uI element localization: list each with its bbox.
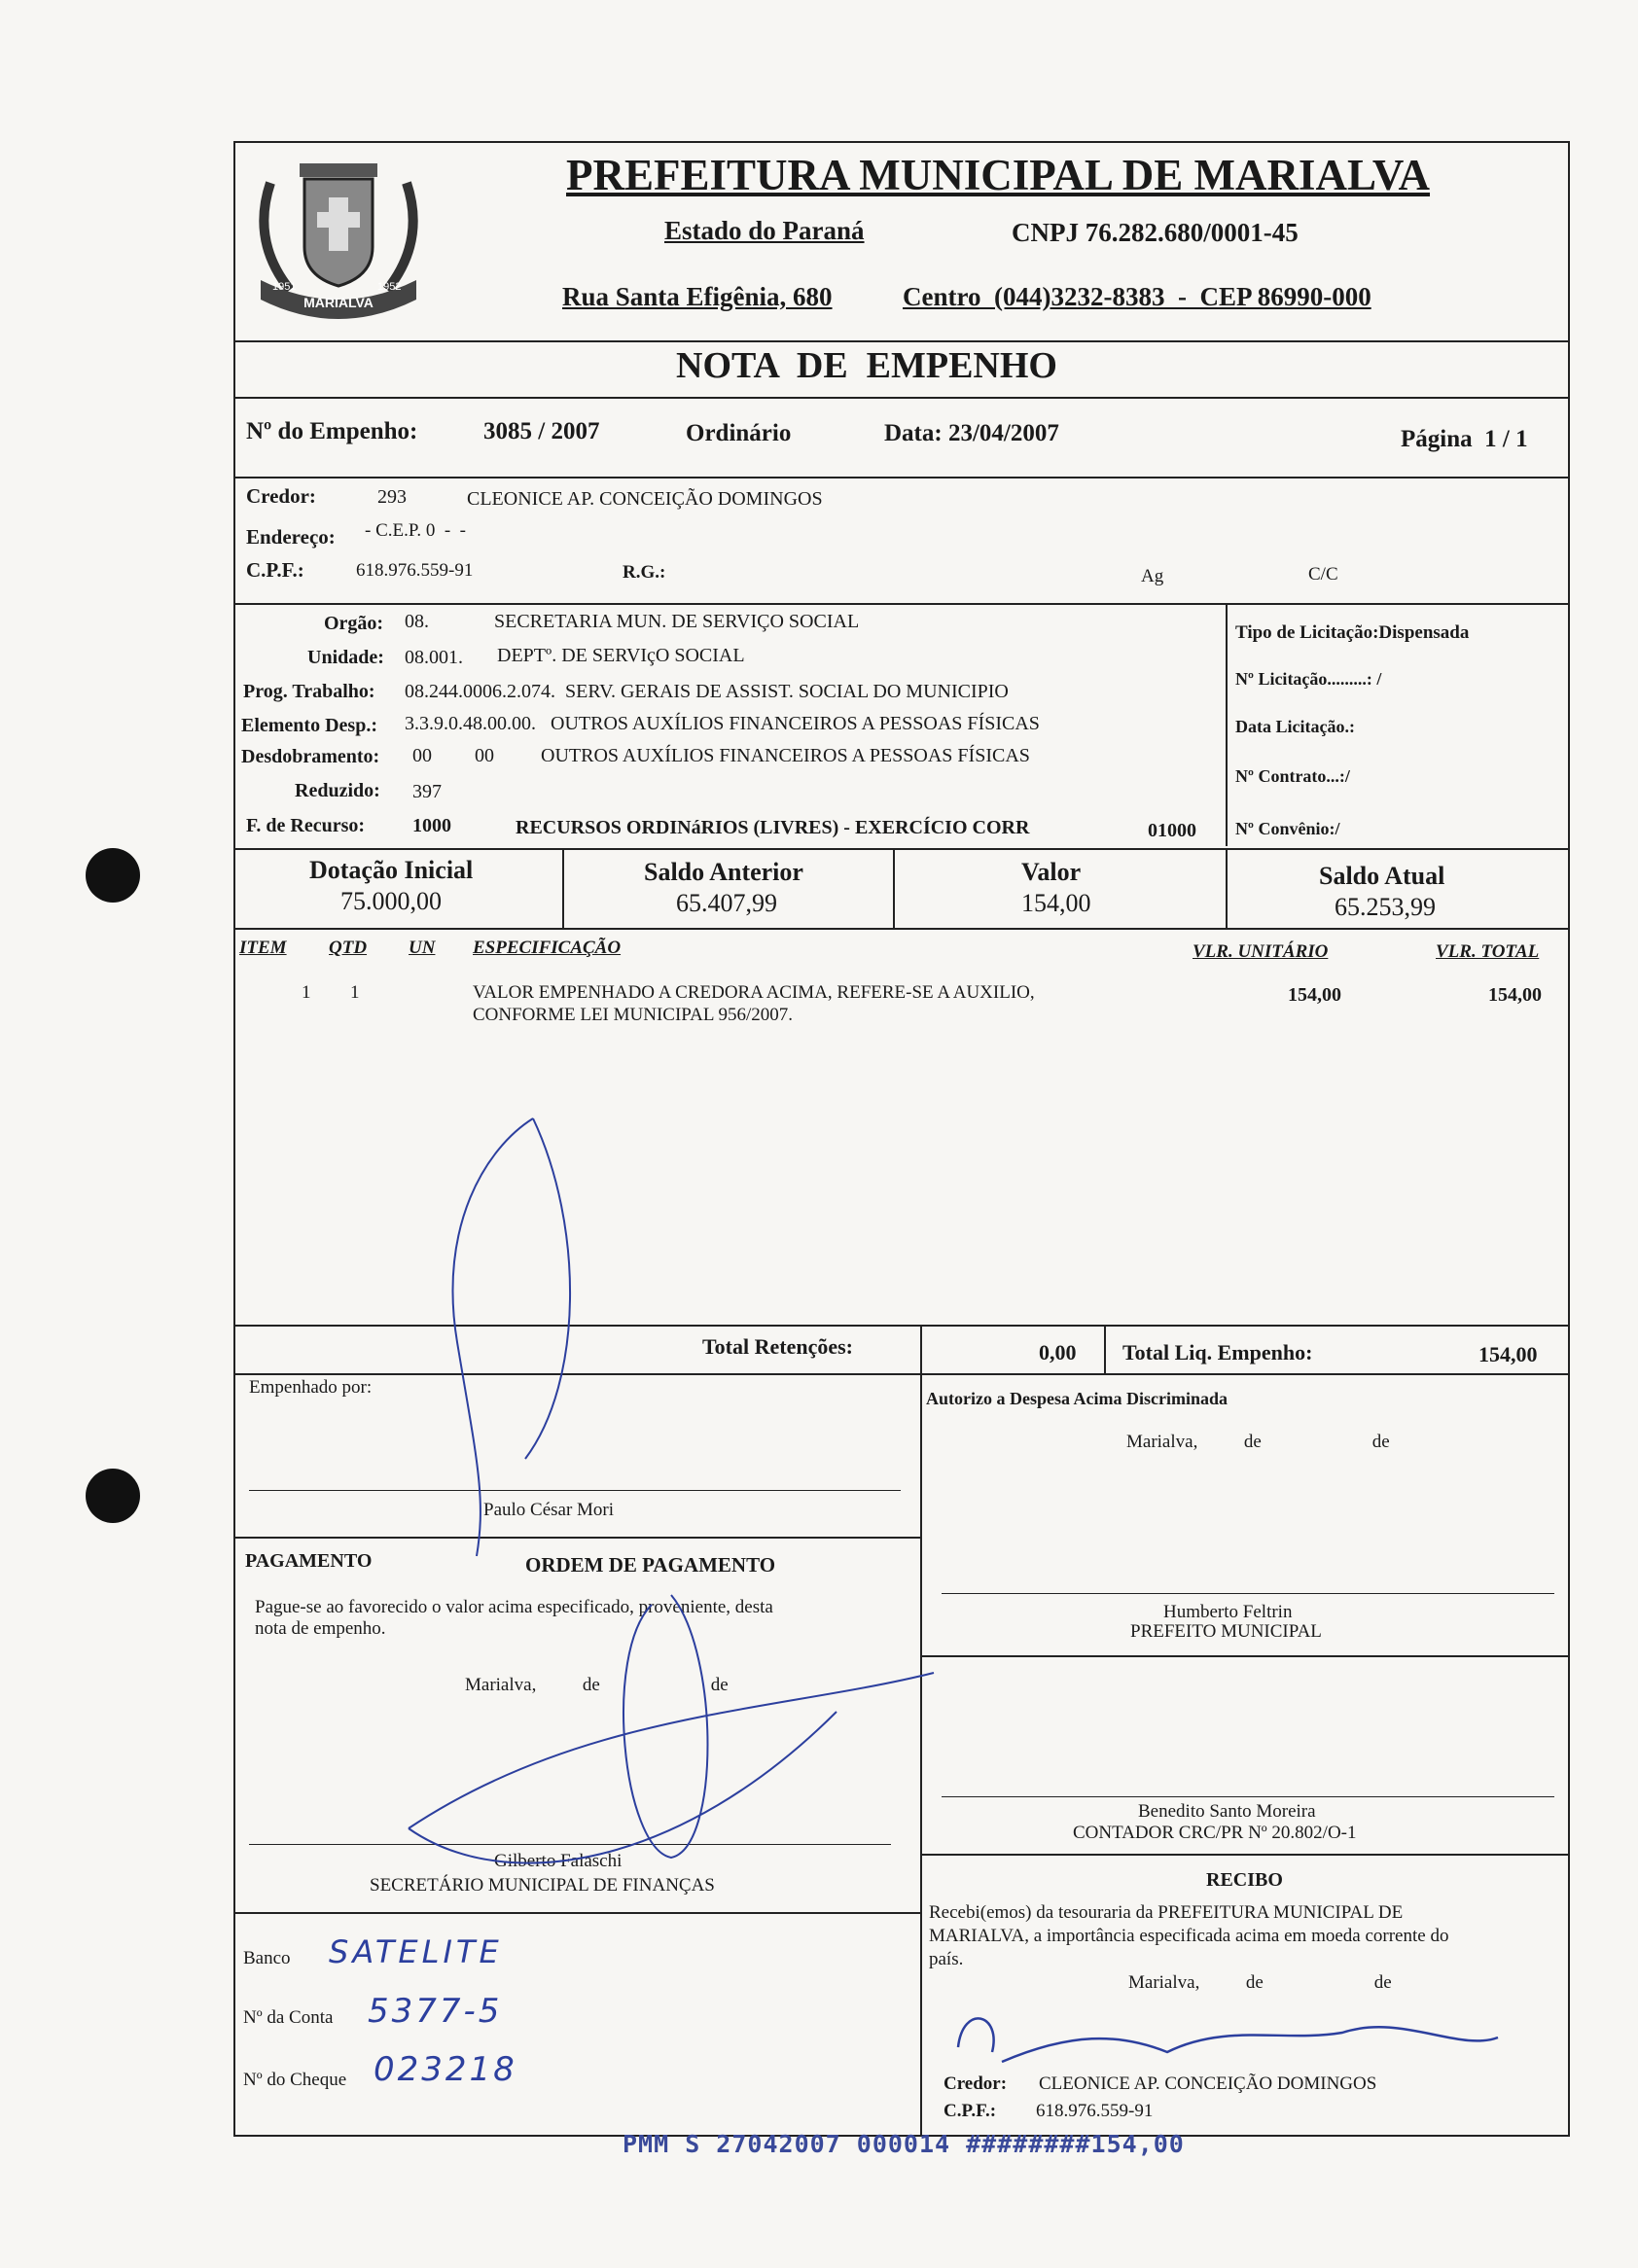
row-qtd: 1 <box>350 982 360 1003</box>
licitacao-data: Data Licitação.: <box>1235 717 1355 736</box>
banco-label: Banco <box>243 1948 291 1968</box>
empenho-type: Ordinário <box>686 420 792 446</box>
credor-label: Credor: <box>246 484 316 508</box>
cnpj-label: CNPJ 76.282.680/0001-45 <box>1012 218 1299 247</box>
col-vlr-unit: VLR. UNITÁRIO <box>1193 941 1329 962</box>
rg-label: R.G.: <box>623 562 666 583</box>
page-number: Página 1 / 1 <box>1401 426 1528 452</box>
row-unit: 154,00 <box>1288 984 1341 1006</box>
bank-stamp: PMM S 27042007 000014 ########154,00 <box>623 2130 1185 2158</box>
orgao-code: 08. <box>405 611 429 632</box>
retencoes-label: Total Retenções: <box>702 1334 853 1359</box>
pague-text-1: Pague-se ao favorecido o valor acima especificado, proveniente, desta <box>255 1597 773 1617</box>
recibo-place: Marialva, de de <box>1128 1972 1392 1993</box>
desdob-value: OUTROS AUXÍLIOS FINANCEIROS A PESSOAS FÍSICAS <box>541 745 1030 766</box>
page-title: PREFEITURA MUNICIPAL DE MARIALVA <box>566 151 1431 199</box>
col-qtd: QTD <box>329 938 368 958</box>
recurso-label: F. de Recurso: <box>246 815 366 836</box>
retencoes-value: 0,00 <box>1039 1340 1077 1364</box>
contact-label: Centro (044)3232-8383 - CEP 86990-000 <box>903 282 1371 311</box>
desdob-label: Desdobramento: <box>241 746 380 767</box>
dotacao-value: 75.000,00 <box>340 887 442 915</box>
recibo-text-2: MARIALVA, a importância especificada acima em moeda corrente do <box>929 1926 1449 1946</box>
prog-value: 08.244.0006.2.074. SERV. GERAIS DE ASSIST. SOCIAL DO MUNICIPIO <box>405 681 1009 702</box>
licitacao-tipo-text: Tipo de Licitação:Dispensada <box>1235 622 1470 643</box>
recibo-credor-label: Credor: <box>944 2073 1008 2094</box>
saldo-atual-label: Saldo Atual <box>1319 862 1445 890</box>
state-label: Estado do Paraná <box>664 216 865 245</box>
cc-label: C/C <box>1308 564 1338 585</box>
orgao-value: SECRETARIA MUN. DE SERVIÇO SOCIAL <box>494 611 860 632</box>
autorizo-place: Marialva, de de <box>1126 1432 1390 1452</box>
paulo-name: Paulo César Mori <box>483 1500 615 1520</box>
desdob-b: 00 <box>475 745 494 766</box>
cpf-label: C.P.F.: <box>246 558 304 582</box>
unidade-code: 08.001. <box>405 647 463 668</box>
svg-text:MARIALVA: MARIALVA <box>303 295 374 310</box>
gilberto-title: SECRETÁRIO MUNICIPAL DE FINANÇAS <box>370 1875 715 1896</box>
saldo-anterior-value: 65.407,99 <box>676 889 777 917</box>
pagamento-label: PAGAMENTO <box>245 1550 373 1572</box>
recibo-text-3: país. <box>929 1949 964 1969</box>
row-desc-1: VALOR EMPENHADO A CREDORA ACIMA, REFERE-SE A AUXILIO, <box>473 982 1035 1003</box>
conta-label: Nº da Conta <box>243 2007 334 2028</box>
cheque-value: 023218 <box>374 2050 517 2089</box>
pague-text-2: nota de empenho. <box>255 1618 386 1639</box>
liq-label: Total Liq. Empenho: <box>1122 1340 1313 1364</box>
orgao-label: Orgão: <box>324 613 384 634</box>
recurso-value: RECURSOS ORDINáRIOS (LIVRES) - EXERCÍCIO CORR <box>516 817 1030 838</box>
svg-text:1951: 1951 <box>272 281 297 293</box>
licitacao-contrato: Nº Contrato...:/ <box>1235 766 1350 786</box>
credor-name: CLEONICE AP. CONCEIÇÃO DOMINGOS <box>467 488 823 510</box>
empenho-label: Nº do Empenho: <box>246 418 418 444</box>
cheque-label: Nº do Cheque <box>243 2070 347 2090</box>
reduzido-value: 397 <box>412 781 442 802</box>
benedito-title: CONTADOR CRC/PR Nº 20.802/O-1 <box>1073 1823 1357 1843</box>
empenho-date: Data: 23/04/2007 <box>884 420 1059 446</box>
endereco-label: Endereço: <box>246 525 336 549</box>
desdob-a: 00 <box>412 745 432 766</box>
elemento-label: Elemento Desp.: <box>241 715 377 736</box>
pagamento-place: Marialva, de de <box>465 1675 729 1695</box>
saldo-anterior-label: Saldo Anterior <box>644 858 803 886</box>
recibo-label: RECIBO <box>1206 1869 1283 1891</box>
elemento-value: 3.3.9.0.48.00.00. OUTROS AUXÍLIOS FINANCEIROS A PESSOAS FÍSICAS <box>405 713 1040 734</box>
unidade-label: Unidade: <box>307 647 384 668</box>
col-item: ITEM <box>239 938 287 958</box>
row-desc-2: CONFORME LEI MUNICIPAL 956/2007. <box>473 1005 794 1025</box>
gilberto-name: Gilberto Falaschi <box>494 1851 623 1871</box>
conta-value: 5377-5 <box>368 1992 503 2031</box>
unidade-value: DEPTº. DE SERVIçO SOCIAL <box>497 645 745 666</box>
recurso-end: 01000 <box>1148 820 1196 841</box>
recurso-code: 1000 <box>412 815 451 836</box>
row-total: 154,00 <box>1488 984 1542 1006</box>
banco-value: SATELITE <box>329 1933 503 1970</box>
recibo-credor-name: CLEONICE AP. CONCEIÇÃO DOMINGOS <box>1039 2073 1377 2094</box>
benedito-name: Benedito Santo Moreira <box>1138 1801 1316 1822</box>
ordem-label: ORDEM DE PAGAMENTO <box>525 1553 776 1577</box>
empenho-number: 3085 / 2007 <box>483 418 600 444</box>
col-espec: ESPECIFICAÇÃO <box>473 938 622 958</box>
autorizo-label: Autorizo a Despesa Acima Discriminada <box>926 1389 1228 1408</box>
valor-label: Valor <box>1021 858 1082 886</box>
recibo-cpf: 618.976.559-91 <box>1036 2101 1154 2121</box>
col-un: UN <box>409 938 436 958</box>
reduzido-label: Reduzido: <box>295 780 380 801</box>
empenhado-por-label: Empenhado por: <box>249 1377 373 1398</box>
ag-label: Ag <box>1141 566 1164 586</box>
col-vlr-total: VLR. TOTAL <box>1436 941 1540 962</box>
svg-text:1952: 1952 <box>377 281 402 293</box>
licitacao-numero: Nº Licitação.........: / <box>1235 669 1382 689</box>
row-item: 1 <box>302 982 311 1003</box>
saldo-atual-value: 65.253,99 <box>1335 893 1436 921</box>
humberto-name: Humberto Feltrin <box>1163 1602 1293 1622</box>
valor-value: 154,00 <box>1021 889 1091 917</box>
recibo-cpf-label: C.P.F.: <box>944 2101 997 2121</box>
humberto-title: PREFEITO MUNICIPAL <box>1130 1621 1322 1642</box>
recibo-text-1: Recebi(emos) da tesouraria da PREFEITURA MUNICIPAL DE <box>929 1902 1404 1923</box>
address-label: Rua Santa Efigênia, 680 <box>562 282 833 311</box>
endereco-value: - C.E.P. 0 - - <box>365 520 466 541</box>
credor-code: 293 <box>377 486 407 508</box>
licitacao-convenio: Nº Convênio:/ <box>1235 819 1340 838</box>
liq-value: 154,00 <box>1478 1342 1538 1366</box>
dotacao-label: Dotação Inicial <box>309 856 474 884</box>
doc-title: NOTA DE EMPENHO <box>676 345 1057 386</box>
prog-label: Prog. Trabalho: <box>243 681 375 702</box>
cpf-value: 618.976.559-91 <box>356 560 474 581</box>
